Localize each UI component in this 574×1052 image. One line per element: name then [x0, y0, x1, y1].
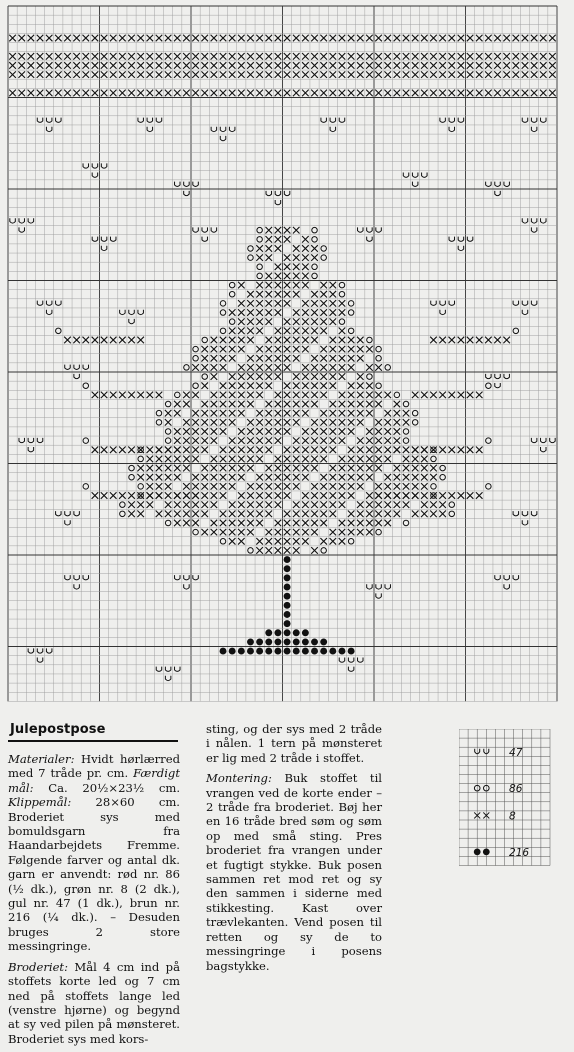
text-materialer: Hvidt hørlærred med 7 tråde pr. cm.: [8, 752, 180, 781]
label-broderiet: Broderiet:: [8, 959, 69, 974]
paragraph-montering: [206, 771, 382, 973]
text-faerdigt: Ca. 20½×23½ cm.: [33, 780, 180, 795]
label-faerdigt: Færdigt mål:: [8, 766, 181, 795]
paragraph-continuation: sting, og der sys med 2 tråde i nålen. 1 tern på mønsteret er lig med 2 tråde i stoffet.: [206, 722, 382, 765]
legend-number-3: 216: [509, 846, 530, 859]
label-materialer: Materialer:: [8, 752, 75, 766]
text-column-1: [8, 752, 180, 1052]
legend-number-0: 47: [509, 746, 523, 759]
legend-number-2: 8: [509, 810, 516, 823]
symbol-legend: [459, 729, 551, 873]
text-klippe: 28×60 cm. Broderiet sys med bomuldsgarn fra Haandarbejdets Fremme. Følgende farver og antal dk. garn er anvendt: rød nr. 86 (½ dk.), grøn nr. 8 (2 dk.), gul nr. 47 (1 dk.), brun nr. 216 (¼ dk.). – Desuden bruges 2 store messingringe.: [8, 795, 180, 954]
text-column-2: [206, 722, 382, 979]
legend-symbol-3: [483, 848, 490, 855]
paragraph-materials: [8, 752, 180, 954]
bleed-through-text: [330, 985, 570, 1007]
text-broderiet: Mål 4 cm ind på stoffets korte led og 7 cm ned på stoffets lange led (venstre hjørne) og begynd at sy ved pilen på mønsteret. Broderiet sys med kors-: [8, 959, 180, 1046]
text-montering: Buk stoffet til vrangen ved de korte ender – 2 tråde fra broderiet. Bøj her en 16 tråde bred søm og søm op med små sting. Pres broderiet fra vrangen under et fugtigt stykke. Buk posen sammen ret mod ret og sy den sammen i siderne med stikkesting. Kast over trævlekanten. Vend posen til retten og sy de to messingringe i posens bagstykke.: [206, 771, 382, 973]
label-montering: Montering:: [206, 771, 272, 786]
title-rule: [8, 740, 178, 742]
legend-number-1: 86: [509, 783, 523, 796]
paragraph-broderiet: [8, 960, 180, 1046]
legend-symbol-3: [474, 848, 481, 855]
label-klippe: Klippemål:: [8, 795, 72, 810]
article-title: Julepostpose: [10, 722, 106, 737]
